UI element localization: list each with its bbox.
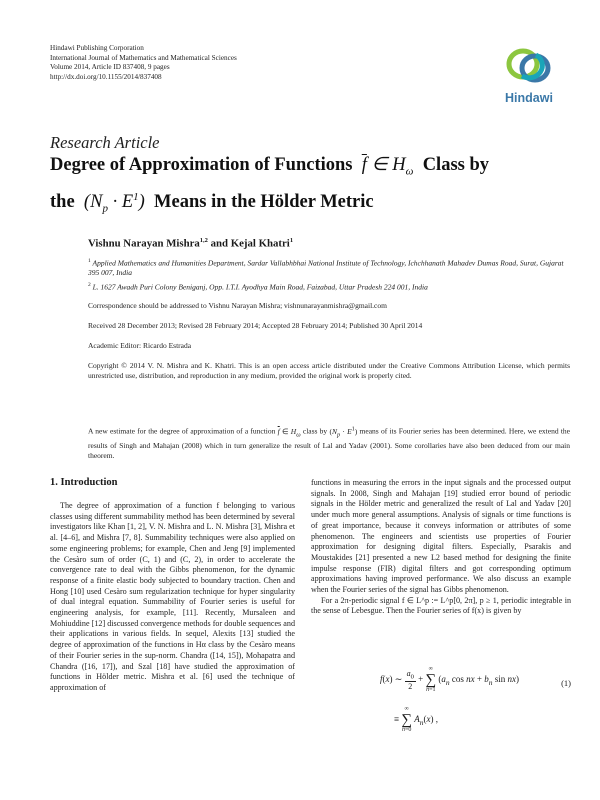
author-and: and bbox=[207, 237, 231, 250]
hindawi-logo-text: Hindawi bbox=[505, 91, 553, 105]
author-1-sup: 1,2 bbox=[199, 237, 208, 244]
equation-1-line-2: ≡ ∞ ∑ n=0 $A_n(x)$ , bbox=[394, 706, 439, 733]
affiliation-1 bbox=[88, 257, 570, 278]
title-part1: Degree of Approximation of Functions bbox=[50, 155, 353, 175]
title-part2: the bbox=[50, 191, 75, 212]
correspondence: Correspondence should be addressed to Vishnu Narayan Mishra; vishnunarayanmishra@gmail.com bbox=[88, 301, 387, 310]
affiliation-2-sup: 2 bbox=[88, 282, 91, 288]
article-type: Research Article bbox=[50, 133, 160, 152]
affiliation-2 bbox=[88, 281, 570, 292]
equation-1-number: (1) bbox=[561, 678, 571, 688]
copyright: Copyright © 2014 V. N. Mishra and K. Khatri. This is an open access article distributed under the Creative Commons Attribution License, which permits unrestricted use, distribution, and reproduction in any medium, provided the original work is properly cited. bbox=[88, 361, 570, 380]
publisher: Hindawi Publishing Corporation bbox=[50, 44, 144, 52]
title-math-f-in-h: $\overline{f}$ ∈ $H_\omega$ bbox=[361, 155, 414, 178]
intro-paragraph-1: The degree of approximation of a function f belonging to various classes using different summability method has been determined by several investigators like Khan [1, 2], V. N. Mishra and L. N. Mishra [3], Mishra et al. [4–6], and Mishra [7, 8]. Summability techniques were also applied on some engineering problems; for example, Chen and Jeng [9] implemented the Cesàro sum of order (C, 1) and (C, 2), in order to accelerate the convergence rate to deal with the Gibbs phenomenon, for the dynamic response of a finite elastic body subjected to boundary traction. Chen and Hong [10] used Cesàro sum regularization technique for hyper singularity of dual integral equation. Summability of Fourier series is useful for engineering analysis, for example, [11]. Recently, Mursaleen and Mohiuddine [12] discussed convergence methods for double sequences and their applications in various fields. In sequel, Alexits [13] studied the degree of approximation of the functions in Hα class by the Cesàro means of their Fourier series in the sup-norm. Chandra ([14, 15]), Mohapatra and Chandra ([16, 17]), and Szal [18] have studied the approximation of functions in Hölder metric. Mishra et al. [6] used the technique of approximation of bbox=[50, 501, 295, 692]
academic-editor: Academic Editor: Ricardo Estrada bbox=[88, 341, 192, 350]
intro-left-column bbox=[50, 501, 295, 694]
intro-right-column bbox=[311, 478, 571, 617]
intro-paragraph-3: For a 2π-periodic signal f ∈ L^p := L^p[0, 2π], p ≥ 1, periodic integrable in the sense of Lebesgue. Then the Fourier series of f(x) is given by bbox=[311, 595, 571, 616]
doi-link[interactable]: http://dx.doi.org/10.1155/2014/837408 bbox=[50, 72, 162, 81]
author-list bbox=[88, 237, 293, 250]
hindawi-logo-icon bbox=[498, 42, 560, 90]
abstract-a: A new estimate for the degree of approximation of a function bbox=[88, 426, 276, 436]
volume-info: Volume 2014, Article ID 837408, 9 pages bbox=[50, 63, 170, 71]
section-heading-introduction: 1. Introduction bbox=[50, 477, 118, 488]
title-class-text: Class by bbox=[422, 155, 490, 175]
title-part3: Means in the Hölder Metric bbox=[154, 191, 374, 212]
equation-1-line-1: f(x) ∼ $\frac{a_0}{2}$ + ∞ ∑ n=1 ($a_n$ cos nx + $b_n$ sin nx) bbox=[380, 666, 520, 693]
journal-name: International Journal of Mathematics and Mathematical Sciences bbox=[50, 53, 237, 62]
affiliation-1-sup: 1 bbox=[88, 258, 91, 264]
journal-header bbox=[50, 44, 237, 82]
author-2: Kejal Khatri bbox=[230, 237, 290, 250]
dates: Received 28 December 2013; Revised 28 February 2014; Accepted 28 February 2014; Published 30 April 2014 bbox=[88, 321, 423, 330]
hindawi-logo bbox=[498, 42, 560, 112]
intro-paragraph-2: functions in measuring the errors in the input signals and the processed output signals. In 2008, Singh and Mahajan [19] studied error bound of periodic signals in the Hölder metric and generalized the result of Lal and Yadav [20] under much more general assumptions. Analysis of signals or time functions is of great importance, because it conveys information or attributes of some phenomenon. The engineers and scientists use properties of Fourier approximation for designing digital filters. Especially, Psarakis and Moustakides [21] presented a new L2 based method for designing the finite impulse response (FIR) digital filters and got corresponding optimum approximations having improved performance. We also discuss an example when the Fourier series of the signal has Gibbs phenomenon. bbox=[311, 478, 571, 595]
abstract-b: class by bbox=[302, 426, 328, 436]
author-1: Vishnu Narayan Mishra bbox=[88, 237, 200, 250]
paper-title bbox=[50, 153, 570, 222]
equation-1 bbox=[360, 650, 575, 732]
abstract-math-np: $(N_p \cdot E^1)$ bbox=[329, 425, 358, 438]
affiliation-1-text: Applied Mathematics and Humanities Department, Sardar Vallabhbhai National Institute of Technology, Ichchhanath Mahadev Dumas Road, Surat, Gujarat 395 007, India bbox=[88, 258, 564, 277]
abstract-math-f: $\overline{f}$ ∈ $H_\omega$ bbox=[277, 426, 301, 438]
affiliation-2-text: L. 1627 Awadh Puri Colony Beniganj, Opp. I.T.I. Ayodhya Main Road, Faizabad, Uttar Pradesh 224 001, India bbox=[92, 282, 428, 292]
abstract bbox=[88, 424, 570, 462]
title-math-np-e1: $(N_p \cdot E^1)$ bbox=[79, 190, 150, 215]
abstract-c: means of its Fourier series has been determined. Here, we extend the results of Singh and Mahajan (2008) which in turn generalize the result of Lal and Yadav (2001). Some corollaries have also been deduced from our main theorem. bbox=[88, 426, 571, 460]
author-2-sup: 1 bbox=[289, 237, 294, 244]
